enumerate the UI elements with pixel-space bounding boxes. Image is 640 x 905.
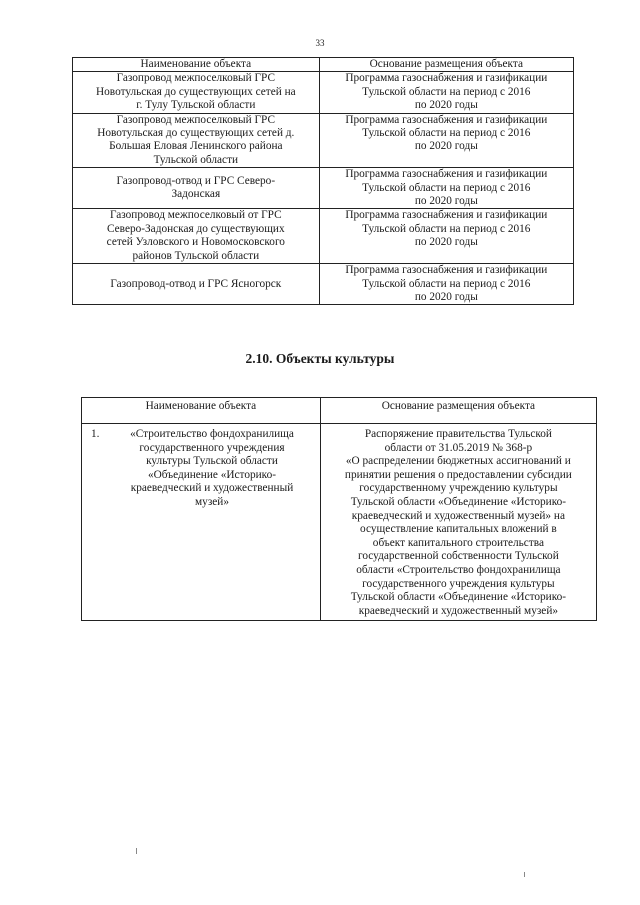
text-line: Тульской области на период с 2016 — [362, 181, 531, 194]
text-line: Задонская — [171, 188, 221, 201]
object-basis-cell — [319, 209, 573, 264]
text-line: Программа газоснабжения и газификации — [345, 72, 548, 85]
text-line: по 2020 годы — [414, 195, 478, 208]
text-line: г. Тулу Тульской области — [136, 99, 256, 112]
text-line: по 2020 годы — [414, 140, 478, 153]
text-line: Газопровод межпоселковый от ГРС — [109, 209, 282, 222]
table-header-row — [82, 398, 597, 424]
text-line: области от 31.05.2019 № 368-р — [384, 441, 533, 454]
text-line: Тульской области — [153, 153, 239, 166]
text-line: краеведческий и художественный — [130, 482, 294, 495]
object-name-cell — [73, 168, 320, 209]
row-number: 1. — [91, 428, 100, 440]
text-line: «Строительство фондохранилища — [130, 428, 294, 440]
text-line: Тульской области на период с 2016 — [362, 85, 531, 98]
text-line: Газопровод межпоселковый ГРС — [116, 113, 276, 126]
text-line: принятии решения о предоставлении субсидии — [344, 468, 572, 481]
text-line: Газопровод межпоселковый ГРС — [116, 72, 276, 85]
table-row — [73, 264, 574, 305]
text-line: краеведческий и художественный музей» на — [351, 509, 565, 522]
text-line: сетей Узловского и Новомосковского — [106, 236, 285, 249]
text-line: Тульской области на период с 2016 — [362, 277, 531, 290]
object-basis-cell — [319, 72, 573, 113]
text-line: Северо-Задонская до существующих — [107, 222, 285, 235]
text-line: Газопровод-отвод и ГРС Ясногорск — [110, 277, 282, 290]
text-line: музей» — [195, 495, 229, 508]
object-basis-cell — [319, 113, 573, 168]
scan-mark — [524, 872, 525, 877]
text-line: осуществление капитальных вложений в — [360, 523, 557, 536]
table-row — [73, 113, 574, 168]
object-basis-cell — [320, 424, 596, 621]
table-row — [73, 72, 574, 113]
text-line: Газопровод-отвод и ГРС Северо- — [116, 174, 276, 187]
text-line: «Объединение «Историко- — [147, 468, 277, 481]
text-line: по 2020 годы — [414, 290, 478, 303]
text-line: Программа газоснабжения и газификации — [345, 209, 548, 222]
gas-objects-table — [72, 57, 574, 305]
table-row — [73, 168, 574, 209]
text-line: культуры Тульской области — [146, 455, 278, 468]
column-header-name: Наименование объекта — [82, 398, 321, 424]
text-line: Тульской области «Объединение «Историко- — [350, 495, 567, 508]
page-number: 33 — [315, 38, 325, 48]
text-line: краеведческий и художественный музей» — [358, 604, 559, 617]
text-line: Программа газоснабжения и газификации — [345, 168, 548, 181]
table-row — [73, 209, 574, 264]
object-name-cell — [73, 209, 320, 264]
text-line: Новотульская до существующих сетей на — [96, 85, 296, 98]
culture-objects-table — [81, 397, 597, 621]
text-line: Программа газоснабжения и газификации — [345, 113, 548, 126]
text-line: «О распределении бюджетных ассигнований и — [345, 455, 571, 468]
text-line: Тульской области «Объединение «Историко- — [350, 591, 567, 604]
object-name-cell — [73, 72, 320, 113]
text-line: по 2020 годы — [414, 236, 478, 249]
scan-mark — [136, 848, 137, 854]
text-line: Распоряжение правительства Тульской — [364, 428, 552, 440]
text-line: Новотульская до существующих сетей д. — [97, 127, 295, 140]
text-line: государственного учреждения — [139, 441, 285, 454]
object-name-cell — [73, 264, 320, 305]
section-heading: 2.10. Объекты культуры — [245, 351, 395, 366]
column-header-basis: Основание размещения объекта — [319, 58, 573, 72]
object-basis-cell — [319, 264, 573, 305]
text-line: объект капитального строительства — [372, 536, 544, 549]
text-line: области «Строительство фондохранилища — [356, 563, 561, 576]
column-header-basis: Основание размещения объекта — [320, 398, 596, 424]
text-line: государственного учреждения культуры — [362, 577, 555, 590]
column-header-name: Наименование объекта — [73, 58, 320, 72]
table-row — [82, 424, 597, 621]
text-line: государственной собственности Тульской — [358, 550, 559, 563]
text-line: Тульской области на период с 2016 — [362, 222, 531, 235]
text-line: Программа газоснабжения и газификации — [345, 264, 548, 277]
object-name-cell — [82, 424, 321, 621]
text-line: Тульской области на период с 2016 — [362, 127, 531, 140]
text-line: по 2020 годы — [414, 99, 478, 112]
table-header-row — [73, 58, 574, 72]
object-basis-cell — [319, 168, 573, 209]
object-name — [119, 428, 305, 510]
text-line: государственному учреждению культуры — [359, 482, 558, 495]
text-line: Большая Еловая Ленинского района — [109, 140, 283, 153]
object-name-cell — [73, 113, 320, 168]
text-line: районов Тульской области — [132, 249, 260, 262]
